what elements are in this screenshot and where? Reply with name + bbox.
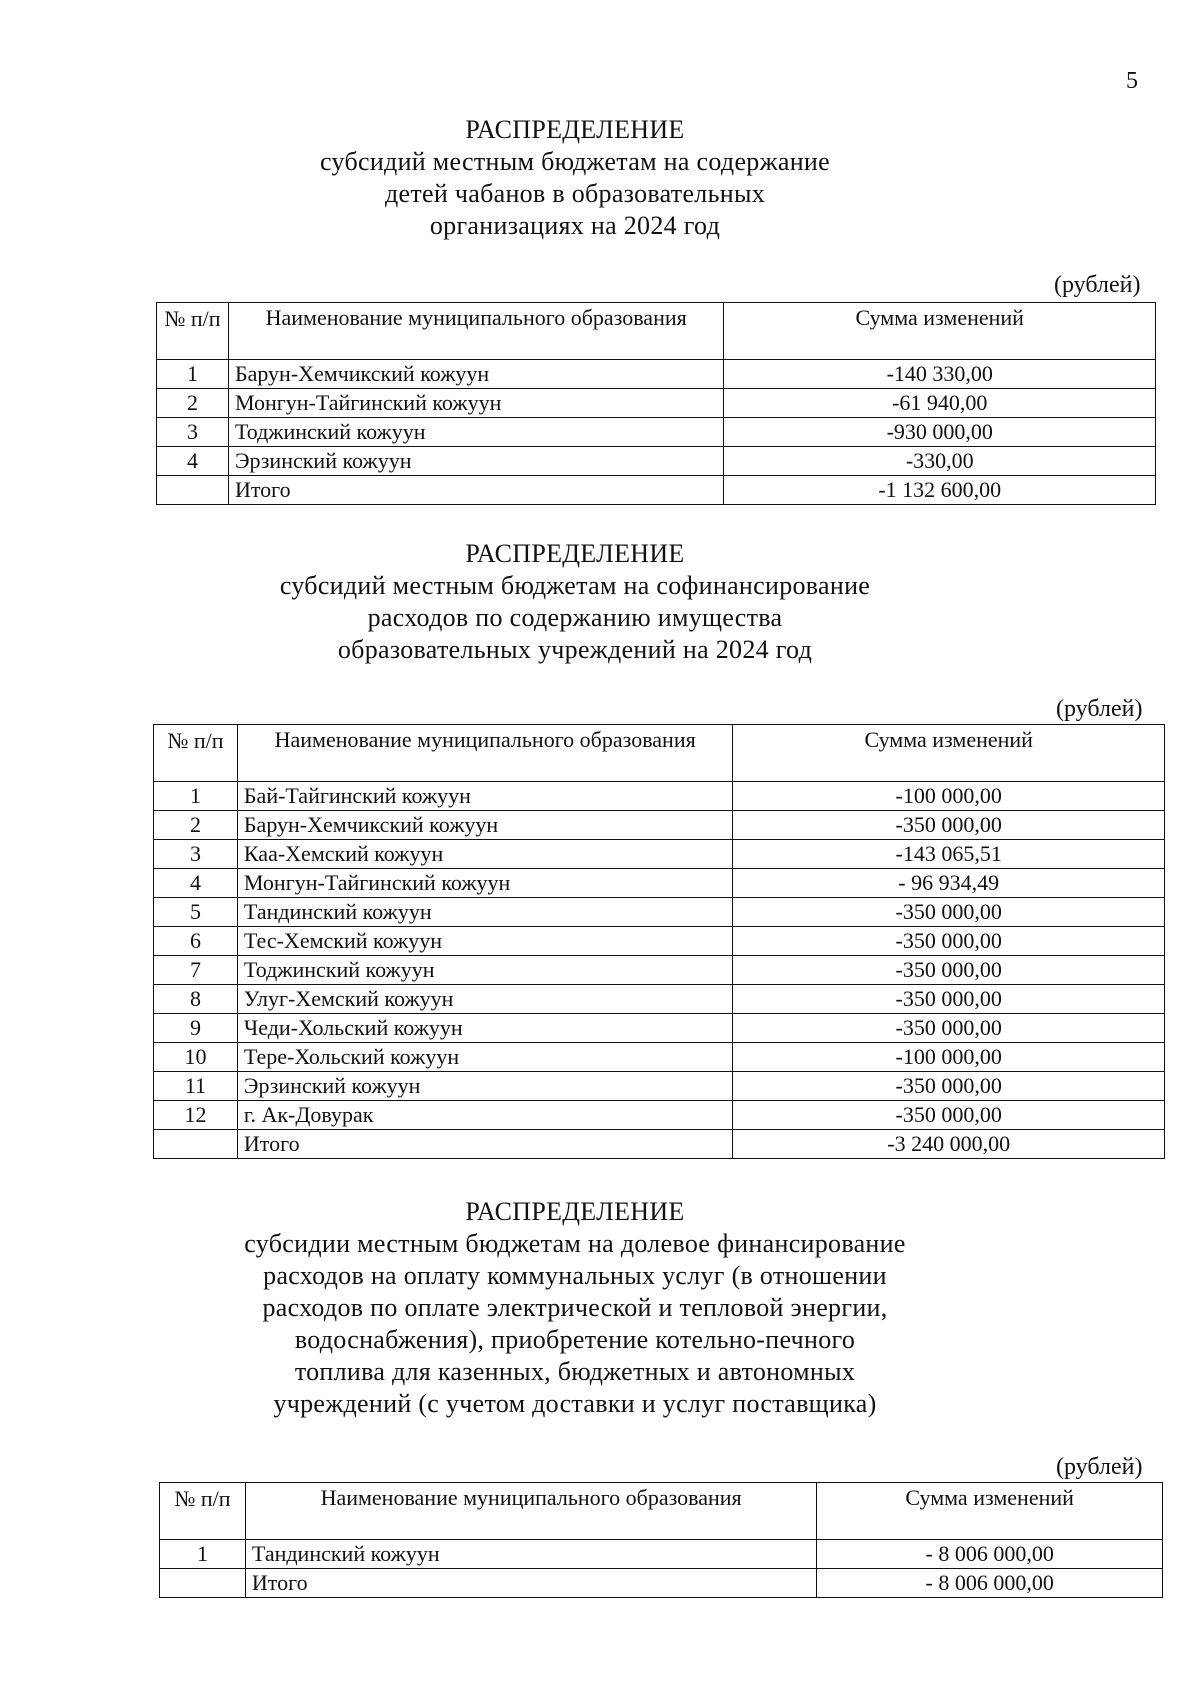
unit-label: (рублей): [1056, 696, 1143, 722]
change-amount: -61 940,00: [724, 389, 1156, 418]
row-number: 11: [154, 1072, 238, 1101]
row-number: 3: [157, 418, 229, 447]
table-row: [157, 447, 1156, 476]
row-number: 4: [157, 447, 229, 476]
municipality-name: Тес-Хемский кожуун: [237, 927, 733, 956]
subtitle-line: расходов на оплату коммунальных услуг (в отношении: [263, 1261, 887, 1290]
section-title: [0, 538, 1200, 666]
change-amount: - 8 006 000,00: [817, 1569, 1163, 1598]
table-row: [157, 418, 1156, 447]
municipality-name: Монгун-Тайгинский кожуун: [228, 389, 724, 418]
table-row: [154, 956, 1165, 985]
row-number: [157, 476, 229, 505]
table-row: [154, 1101, 1165, 1130]
change-amount: -350 000,00: [733, 927, 1165, 956]
subtitle-line: организациях на 2024 год: [429, 211, 721, 240]
subtitle-line: субсидии местным бюджетам на долевое финансирование: [244, 1229, 906, 1258]
section-title: [0, 1196, 1200, 1420]
municipality-name: Чеди-Хольский кожуун: [237, 1014, 733, 1043]
row-number: 1: [154, 782, 238, 811]
change-amount: - 96 934,49: [733, 869, 1165, 898]
header-name: Наименование муниципального образования: [228, 303, 724, 360]
municipality-name: Улуг-Хемский кожуун: [237, 985, 733, 1014]
row-number: 1: [160, 1540, 246, 1569]
change-amount: -350 000,00: [733, 985, 1165, 1014]
header-name: Наименование муниципального образования: [237, 725, 733, 782]
table-row: [160, 1540, 1163, 1569]
section-heading: РАСПРЕДЕЛЕНИЕ: [465, 115, 685, 144]
row-number: 1: [157, 360, 229, 389]
municipality-name: Каа-Хемский кожуун: [237, 840, 733, 869]
change-amount: -330,00: [724, 447, 1156, 476]
municipality-name: Монгун-Тайгинский кожуун: [237, 869, 733, 898]
municipality-name: Итого: [228, 476, 724, 505]
row-number: 5: [154, 898, 238, 927]
header-name: Наименование муниципального образования: [245, 1483, 816, 1540]
change-amount: -350 000,00: [733, 1101, 1165, 1130]
municipality-name: Барун-Хемчикский кожуун: [228, 360, 724, 389]
subtitle-line: образовательных учреждений на 2024 год: [337, 635, 813, 664]
table-row: [154, 1072, 1165, 1101]
municipality-name: г. Ак-Довурак: [237, 1101, 733, 1130]
distribution-table-1: [156, 302, 1156, 505]
municipality-name: Эрзинский кожуун: [228, 447, 724, 476]
row-number: 2: [154, 811, 238, 840]
change-amount: - 8 006 000,00: [817, 1540, 1163, 1569]
change-amount: -350 000,00: [733, 898, 1165, 927]
change-amount: -350 000,00: [733, 956, 1165, 985]
row-number: 4: [154, 869, 238, 898]
change-amount: -350 000,00: [733, 811, 1165, 840]
municipality-name: Тандинский кожуун: [245, 1540, 816, 1569]
subtitle-line: субсидий местным бюджетам на содержание: [320, 147, 830, 176]
distribution-table-3: [159, 1482, 1163, 1598]
table-row: [154, 927, 1165, 956]
table-row: [157, 360, 1156, 389]
row-number: 12: [154, 1101, 238, 1130]
change-amount: -350 000,00: [733, 1014, 1165, 1043]
section-2: [0, 538, 1200, 666]
section-1: [0, 114, 1200, 242]
header-num: № п/п: [157, 303, 229, 360]
distribution-table-2: [153, 724, 1165, 1159]
change-amount: -100 000,00: [733, 782, 1165, 811]
table-row: [154, 1043, 1165, 1072]
row-number: [154, 1130, 238, 1159]
subtitle-line: учреждений (с учетом доставки и услуг поставщика): [273, 1389, 877, 1418]
change-amount: -350 000,00: [733, 1072, 1165, 1101]
section-3: [0, 1196, 1200, 1420]
municipality-name: Эрзинский кожуун: [237, 1072, 733, 1101]
row-number: 2: [157, 389, 229, 418]
subtitle-line: расходов по содержанию имущества: [367, 603, 783, 632]
municipality-name: Барун-Хемчикский кожуун: [237, 811, 733, 840]
change-amount: -143 065,51: [733, 840, 1165, 869]
header-sum: Сумма изменений: [817, 1483, 1163, 1540]
table-row: [154, 898, 1165, 927]
subtitle-line: водоснабжения), приобретение котельно-печного: [294, 1325, 856, 1354]
municipality-name: Тере-Хольский кожуун: [237, 1043, 733, 1072]
section-heading: РАСПРЕДЕЛЕНИЕ: [465, 1197, 685, 1226]
subtitle-line: топлива для казенных, бюджетных и автономных: [294, 1357, 856, 1386]
page-number: 5: [1126, 68, 1138, 94]
table-total-row: [154, 1130, 1165, 1159]
municipality-name: Тандинский кожуун: [237, 898, 733, 927]
section-title: [0, 114, 1200, 242]
header-sum: Сумма изменений: [724, 303, 1156, 360]
row-number: 9: [154, 1014, 238, 1043]
municipality-name: Итого: [237, 1130, 733, 1159]
subtitle-line: детей чабанов в образовательных: [384, 179, 766, 208]
subtitle-line: субсидий местным бюджетам на софинансирование: [279, 571, 871, 600]
table-row: [157, 389, 1156, 418]
municipality-name: Тоджинский кожуун: [228, 418, 724, 447]
header-sum: Сумма изменений: [733, 725, 1165, 782]
table-row: [154, 869, 1165, 898]
row-number: 8: [154, 985, 238, 1014]
change-amount: -1 132 600,00: [724, 476, 1156, 505]
table-total-row: [160, 1569, 1163, 1598]
row-number: 10: [154, 1043, 238, 1072]
change-amount: -930 000,00: [724, 418, 1156, 447]
header-num: № п/п: [154, 725, 238, 782]
change-amount: -140 330,00: [724, 360, 1156, 389]
header-num: № п/п: [160, 1483, 246, 1540]
table-row: [154, 782, 1165, 811]
row-number: 6: [154, 927, 238, 956]
table-row: [154, 840, 1165, 869]
table-row: [154, 1014, 1165, 1043]
municipality-name: Бай-Тайгинский кожуун: [237, 782, 733, 811]
table-row: [154, 985, 1165, 1014]
table-row: [154, 811, 1165, 840]
section-heading: РАСПРЕДЕЛЕНИЕ: [465, 539, 685, 568]
table-header-row: [160, 1483, 1163, 1540]
unit-label: (рублей): [1054, 272, 1141, 298]
municipality-name: Тоджинский кожуун: [237, 956, 733, 985]
change-amount: -100 000,00: [733, 1043, 1165, 1072]
table-total-row: [157, 476, 1156, 505]
row-number: 3: [154, 840, 238, 869]
unit-label: (рублей): [1056, 1454, 1143, 1480]
subtitle-line: расходов по оплате электрической и тепловой энергии,: [262, 1293, 888, 1322]
table-header-row: [157, 303, 1156, 360]
municipality-name: Итого: [245, 1569, 816, 1598]
table-header-row: [154, 725, 1165, 782]
row-number: [160, 1569, 246, 1598]
row-number: 7: [154, 956, 238, 985]
change-amount: -3 240 000,00: [733, 1130, 1165, 1159]
